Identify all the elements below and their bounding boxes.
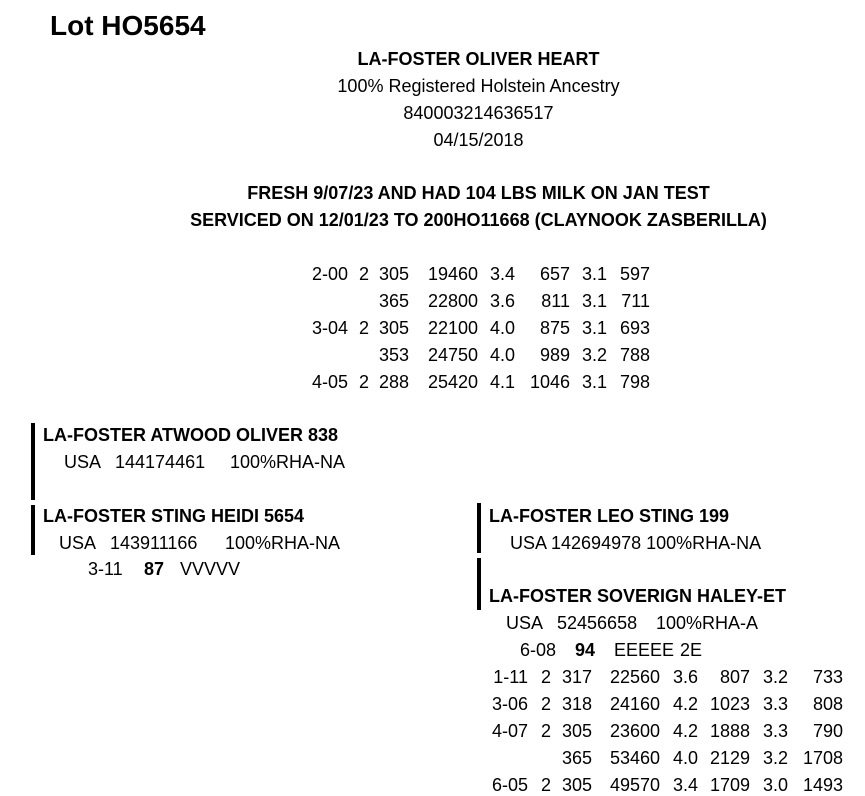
dam-dam-score: 94	[575, 640, 596, 660]
record-cell: 24750	[427, 345, 478, 365]
record-cell: 790	[812, 721, 843, 741]
record-cell: 365	[561, 748, 592, 768]
sire-country: USA	[64, 452, 102, 472]
dam-dam-reg: 52456658	[557, 613, 638, 633]
record-cell: 2	[358, 372, 369, 392]
record-cell: 4.1	[489, 372, 515, 392]
dam-dam-bracket	[477, 558, 481, 610]
record-cell: 3.1	[581, 318, 607, 338]
record-cell: 4.0	[489, 345, 515, 365]
dam-dam-class: EEEEE	[614, 640, 675, 660]
record-cell: 1888	[709, 721, 750, 741]
record-cell: 1493	[802, 775, 843, 795]
record-cell: 3.4	[672, 775, 698, 795]
record-cell: 19460	[427, 264, 478, 284]
record-cell: 3.1	[581, 264, 607, 284]
record-cell: 3.4	[489, 264, 515, 284]
record-cell: 49570	[609, 775, 660, 795]
record-cell: 3.3	[762, 721, 788, 741]
dam-sire-info: USA 142694978 100%RHA-NA	[510, 533, 762, 553]
dam-sire-bracket	[477, 503, 481, 553]
dam-dam-country: USA	[506, 613, 544, 633]
animal-id: 840003214636517	[403, 103, 554, 123]
record-cell: 2	[540, 694, 551, 714]
record-cell: 22800	[427, 291, 478, 311]
sire-rha: 100%RHA-NA	[230, 452, 346, 472]
record-cell: 22100	[427, 318, 478, 338]
record-cell: 1-11	[493, 667, 528, 687]
record-cell: 2	[540, 775, 551, 795]
record-cell: 3.2	[762, 667, 788, 687]
record-cell: 3.1	[581, 291, 607, 311]
record-cell: 733	[812, 667, 843, 687]
record-cell: 693	[619, 318, 650, 338]
record-cell: 1708	[802, 748, 843, 768]
record-cell: 2-00	[311, 264, 348, 284]
record-cell: 2129	[709, 748, 750, 768]
record-cell: 4.0	[672, 748, 698, 768]
dam-age: 3-11	[88, 559, 123, 579]
record-cell: 318	[561, 694, 592, 714]
record-cell: 2	[358, 264, 369, 284]
dam-dam-age: 6-08	[520, 640, 557, 660]
record-cell: 3.0	[762, 775, 788, 795]
record-cell: 3.2	[581, 345, 607, 365]
record-cell: 305	[561, 721, 592, 741]
sire-bracket	[31, 423, 35, 500]
record-cell: 3-04	[311, 318, 348, 338]
record-cell: 3.2	[762, 748, 788, 768]
dam-dam-name: LA-FOSTER SOVERIGN HALEY-ET	[489, 586, 787, 606]
dam-dam-extra: 2E	[680, 640, 703, 660]
record-cell: 25420	[427, 372, 478, 392]
dam-reg: 143911166	[110, 533, 198, 553]
record-cell: 1709	[709, 775, 750, 795]
animal-name: LA-FOSTER OLIVER HEART	[357, 49, 600, 69]
record-cell: 3.3	[762, 694, 788, 714]
record-cell: 23600	[609, 721, 660, 741]
note-serviced: SERVICED ON 12/01/23 TO 200HO11668 (CLAYNOOK ZASBERILLA)	[190, 210, 767, 230]
record-cell: 353	[378, 345, 409, 365]
record-cell: 2	[540, 721, 551, 741]
record-cell: 2	[358, 318, 369, 338]
record-cell: 4-05	[311, 372, 348, 392]
record-cell: 4.2	[672, 694, 698, 714]
record-cell: 305	[378, 264, 409, 284]
record-cell: 657	[539, 264, 570, 284]
record-cell: 3.1	[581, 372, 607, 392]
record-cell: 597	[619, 264, 650, 284]
animal-ancestry: 100% Registered Holstein Ancestry	[337, 76, 620, 96]
dam-name: LA-FOSTER STING HEIDI 5654	[43, 506, 305, 526]
sire-reg: 144174461	[115, 452, 206, 472]
record-cell: 3.6	[672, 667, 698, 687]
record-cell: 24160	[609, 694, 660, 714]
record-cell: 807	[719, 667, 750, 687]
dam-score: 87	[144, 559, 165, 579]
record-cell: 3-06	[491, 694, 528, 714]
record-cell: 4.2	[672, 721, 698, 741]
record-cell: 4.0	[489, 318, 515, 338]
record-cell: 4-07	[491, 721, 528, 741]
note-fresh: FRESH 9/07/23 AND HAD 104 LBS MILK ON JAN TEST	[247, 183, 710, 203]
sire-name: LA-FOSTER ATWOOD OLIVER 838	[43, 425, 339, 445]
record-cell: 2	[540, 667, 551, 687]
animal-dob: 04/15/2018	[433, 130, 524, 150]
record-cell: 317	[561, 667, 592, 687]
record-cell: 1023	[709, 694, 750, 714]
record-cell: 22560	[609, 667, 660, 687]
record-cell: 3.6	[489, 291, 515, 311]
record-cell: 989	[539, 345, 570, 365]
dam-bracket	[31, 505, 35, 555]
record-cell: 875	[539, 318, 570, 338]
record-cell: 788	[619, 345, 650, 365]
record-cell: 6-05	[491, 775, 528, 795]
record-cell: 365	[378, 291, 409, 311]
dam-class: VVVVV	[180, 559, 241, 579]
record-cell: 53460	[609, 748, 660, 768]
record-cell: 808	[812, 694, 843, 714]
record-cell: 288	[378, 372, 409, 392]
record-cell: 811	[541, 291, 570, 311]
record-cell: 1046	[529, 372, 570, 392]
lot-title: Lot HO5654	[50, 10, 206, 41]
dam-rha: 100%RHA-NA	[225, 533, 341, 553]
dam-country: USA	[59, 533, 97, 553]
record-cell: 305	[378, 318, 409, 338]
dam-sire-name: LA-FOSTER LEO STING 199	[489, 506, 730, 526]
record-cell: 305	[561, 775, 592, 795]
dam-dam-rha: 100%RHA-A	[656, 613, 759, 633]
record-cell: 798	[619, 372, 650, 392]
record-cell: 711	[621, 291, 650, 311]
